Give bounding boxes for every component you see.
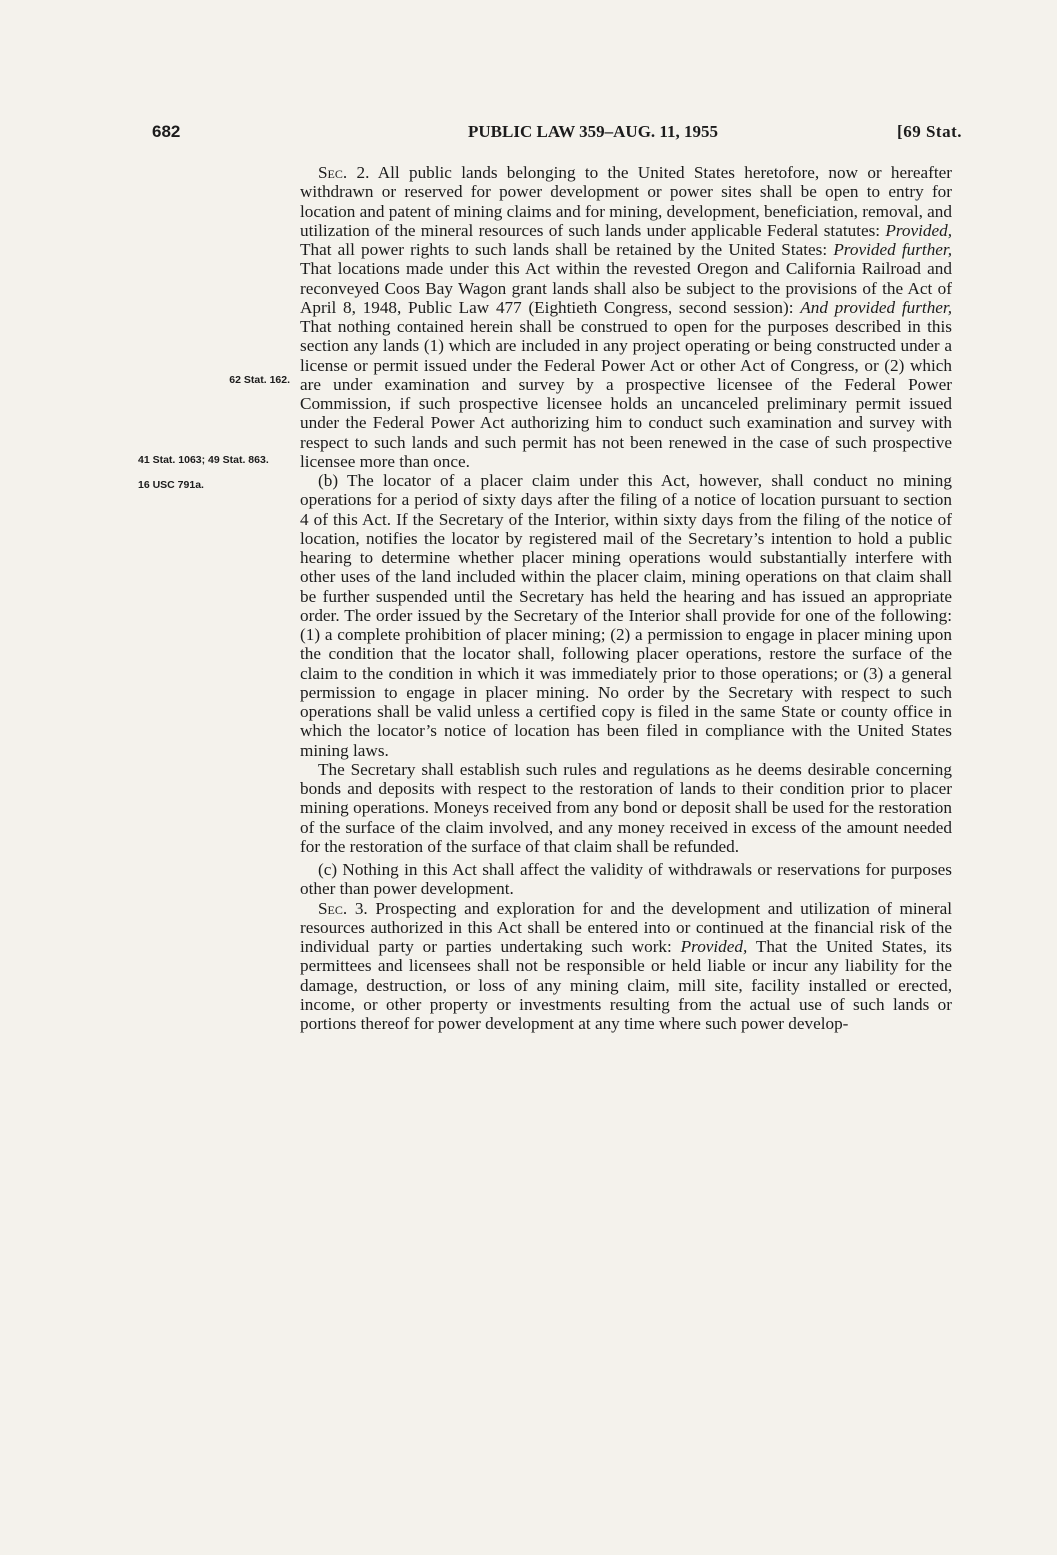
section-label: Sec. 2. [318,163,370,182]
page-header [152,122,962,144]
text-run: That the United States, its permittees and licensees shall not be responsible or held liable or incur any liability for the damage, destruction, or loss of any mining claim, mill site, facility installed or erected, income, or other property or investments resulting from the actual use of such lands or portions thereof for power development at any time where such power develop- [300,937,953,1033]
text-run: (c) Nothing in this Act shall affect the validity of withdrawals or reservations for purposes other than power development. [300,860,952,899]
paragraph [300,899,952,1034]
paragraph [300,471,952,760]
text-run: Prospecting and exploration for and the development and utilization of mineral resources authorized in this Act shall be entered into or continued at the financial risk of the individual party or parties undertaking such work: [300,898,952,956]
proviso-italic: Provided, [680,937,748,956]
text-run: All public lands belonging to the United States heretofore, now or hereafter withdrawn or reserved for power development or power sites shall be open to entry for location and patent of mining claims and for mining, development, beneficiation, removal, and utilization of the mineral resources of such lands under applicable Federal statutes: [300,163,952,240]
proviso-italic: Provided, [885,220,952,240]
text-run: That all power rights to such lands shall be retained by the United States: [300,240,834,259]
page-number: 682 [152,122,181,141]
text-run: That locations made under this Act within the revested Oregon and California Railroad and reconveyed Coos Bay Wagon grant lands shall also be subject to the provisions of the Act of April 8, 1948, Public Law 477 (Eightieth Congress, second session): [300,259,952,317]
text-run: That nothing contained herein shall be construed to open for the purposes described in this section any lands (1) which are included in any project operating or being constructed under a license or permit issued under the Federal Power Act or other Act of Congress, or (2) which are under examination and survey by a prospective licensee of the Federal Power Commission, if such prospective licensee holds an uncanceled preliminary permit issued under the Federal Power Act authorizing him to conduct such examination and survey with respect to such lands and such permit has not been renewed in the case of such prospective licensee more than once. [300,317,952,471]
text-run: (b) The locator of a placer claim under this Act, however, shall conduct no mining operations for a period of sixty days after the filing of a notice of location pursuant to section 4 of this Act. If the Secretary of the Interior, within sixty days from the filing of the notice of location, notifies the locator by registered mail of the Secretary’s intention to hold a public hearing to determine whether placer mining operations would substantially interfere with other uses of the land included within the placer claim, mining operations on that claim shall be further suspended until the Secretary has held the hearing and has issued an appropriate order. The order issued by the Secretary of the Interior shall provide for one of the following: (1) a complete prohibition of placer mining; (2) a permission to engage in placer mining upon the condition that the locator shall, following placer operations, restore the surface of the claim to the condition in which it was immediately prior to those operations; or (3) a general permission to engage in placer mining. No order by the Secretary with respect to such operations shall be valid unless a certified copy is filed in the same State or county office in which the locator’s notice of location has been filed in compliance with the United States mining laws. [300,471,952,760]
margin-note-62-stat: 62 Stat. 162. [229,374,290,386]
paragraph [300,760,952,856]
paragraph [300,860,952,899]
running-title: PUBLIC LAW 359–AUG. 11, 1955 [468,122,718,141]
proviso-italic: Provided further, [833,240,952,259]
body-text [300,163,952,1033]
margin-note-41-stat: 41 Stat. 1063; 49 Stat. 863. [138,454,269,466]
section-label: Sec. 3. [318,898,368,918]
margin-note-16-usc: 16 USC 791a. [138,479,204,491]
paragraph [300,163,952,471]
proviso-italic: And provided further, [800,297,953,317]
statute-volume: [69 Stat. [897,122,962,141]
text-run: The Secretary shall establish such rules and regulations as he deems desirable concerning bonds and deposits with respect to the restoration of lands to their condition prior to placer mining operations. Moneys received from any bond or deposit shall be used for the restoration of the surface of the claim involved, and any money received in excess of the amount needed for the restoration of the surface of that claim shall be refunded. [300,759,952,856]
